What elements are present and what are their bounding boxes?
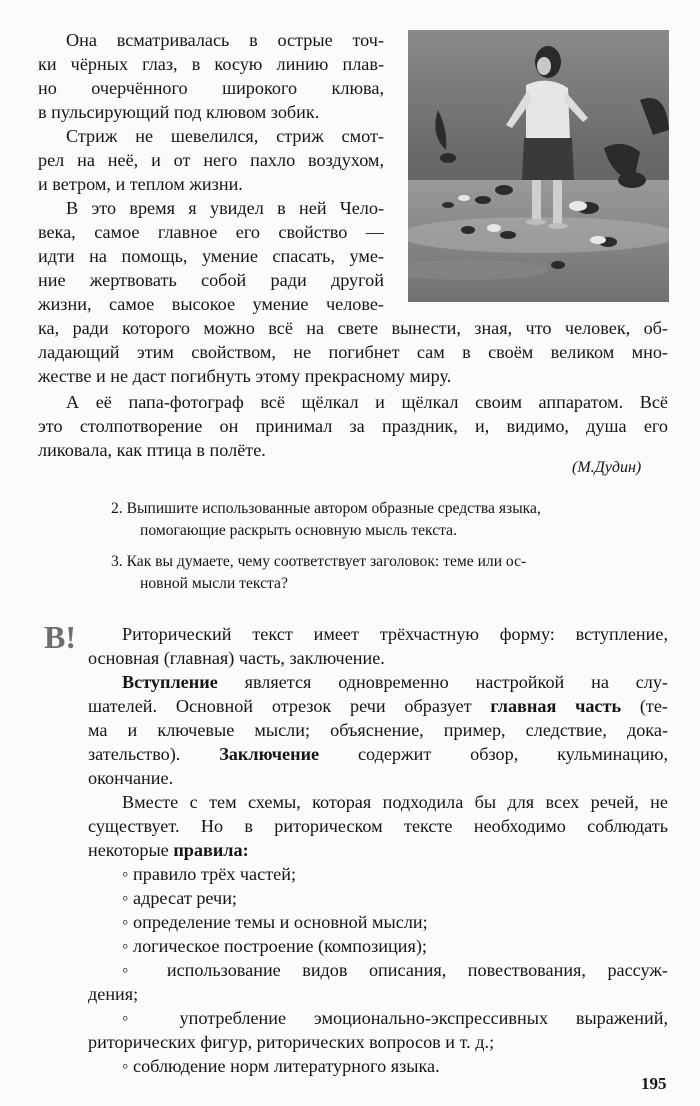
story-line: жизни, самое высокое умение челове- [38, 294, 384, 314]
page-number: 195 [641, 1074, 667, 1093]
story-line: рел на неё, и от него пахло воздухом, [38, 150, 384, 170]
story-line: и ветром, и теплом жизни. [38, 174, 243, 194]
term-main: главная часть [490, 696, 622, 716]
story-line: ние жертвовать собой ради другой [38, 270, 384, 290]
rule-item: ◦ определение темы и основной мысли; [122, 912, 428, 932]
story-line: в пульсирующий под клювом зобик. [38, 102, 320, 122]
rule-item: ◦ употребление эмоционально-экспрессивных выражений, [122, 1008, 668, 1028]
story-line: но очерчённого широкого клюва, [38, 78, 384, 98]
task-3-line1: 3. Как вы думаете, чему соответствует заголовок: теме или ос- [111, 553, 527, 570]
term-conclusion: Заключение [219, 744, 320, 764]
theory-p1-line: Риторический текст имеет трёхчастную форму: вступление, [122, 624, 668, 644]
rule-item-continued: дения; [88, 984, 139, 1004]
rule-item-continued: риторических фигур, риторических вопросов и т. д.; [88, 1032, 495, 1052]
theory-p1-line: основная (главная) часть, заключение. [88, 648, 385, 668]
rule-item: ◦ использование видов описания, повествования, рассуж- [122, 960, 668, 980]
story-line: идти на помощь, умение спасать, уме- [38, 246, 384, 266]
theory-p2-line4 [88, 742, 668, 766]
girl-with-birds-photo [408, 30, 669, 302]
story-line: века, самое главное его свойство — [38, 222, 384, 242]
story-line: А её папа-фотограф всё щёлкал и щёлкал своим аппаратом. Всё [66, 392, 668, 412]
text-span: некоторые [88, 840, 174, 860]
story-line: ладающий этим свойством, не погибнет сам в своём великом мно- [38, 342, 668, 362]
theory-p2-line3: ма и ключевые мысли; объяснение, пример, следствие, дока- [88, 720, 668, 740]
rule-item: ◦ соблюдение норм литературного языка. [122, 1056, 440, 1076]
story-line: ликовала, как птица в полёте. [38, 440, 266, 460]
text-span: зательство). [88, 744, 220, 764]
term-rules: правила: [173, 840, 249, 860]
rule-item: ◦ правило трёх частей; [122, 864, 297, 884]
text-span: (те- [621, 696, 668, 716]
story-line: Она всматривалась в острые точ- [66, 30, 384, 50]
rule-item: ◦ адресат речи; [122, 888, 237, 908]
task-2-line1: 2. Выпишите использованные автором образные средства языка, [111, 500, 541, 517]
story-line: Стриж не шевелился, стриж смот- [66, 126, 384, 146]
story-line: ки чёрных глаз, в косую линию плав- [38, 54, 384, 74]
theory-p2-line2 [88, 694, 668, 718]
rule-item: ◦ логическое построение (композиция); [122, 936, 427, 956]
theory-p3-line3 [88, 838, 249, 862]
text-span: шателей. Основной отрезок речи образует [88, 696, 491, 716]
theory-p2-line1 [122, 670, 668, 694]
task-2-line2: помогающие раскрыть основную мысль текста. [140, 522, 457, 539]
theory-p3-line1: Вместе с тем схемы, которая подходила бы для всех речей, не [122, 792, 668, 812]
text-span: содержит обзор, кульминацию, [319, 744, 668, 764]
story-line: это столпотворение он принимал за праздник, и, видимо, душа его [38, 416, 668, 436]
story-line: ка, ради которого можно всё на свете вынести, зная, что человек, об- [38, 318, 668, 338]
term-intro: Вступление [122, 672, 218, 692]
author-reference: (М.Дудин) [572, 459, 642, 476]
theory-p2-line5: окончание. [88, 768, 174, 788]
text-span: является одновременно настройкой на слу- [217, 672, 668, 692]
story-line: жестве и не даст погибнуть этому прекрасному миру. [38, 366, 452, 386]
task-3-line2: новной мысли текста? [140, 575, 288, 592]
theory-p3-line2: существует. Но в риторическом тексте необходимо соблюдать [88, 816, 668, 836]
rule-block-icon-letter: В! [44, 619, 74, 654]
rule-block-icon [44, 618, 74, 654]
story-line: В это время я увидел в ней Чело- [66, 198, 384, 218]
